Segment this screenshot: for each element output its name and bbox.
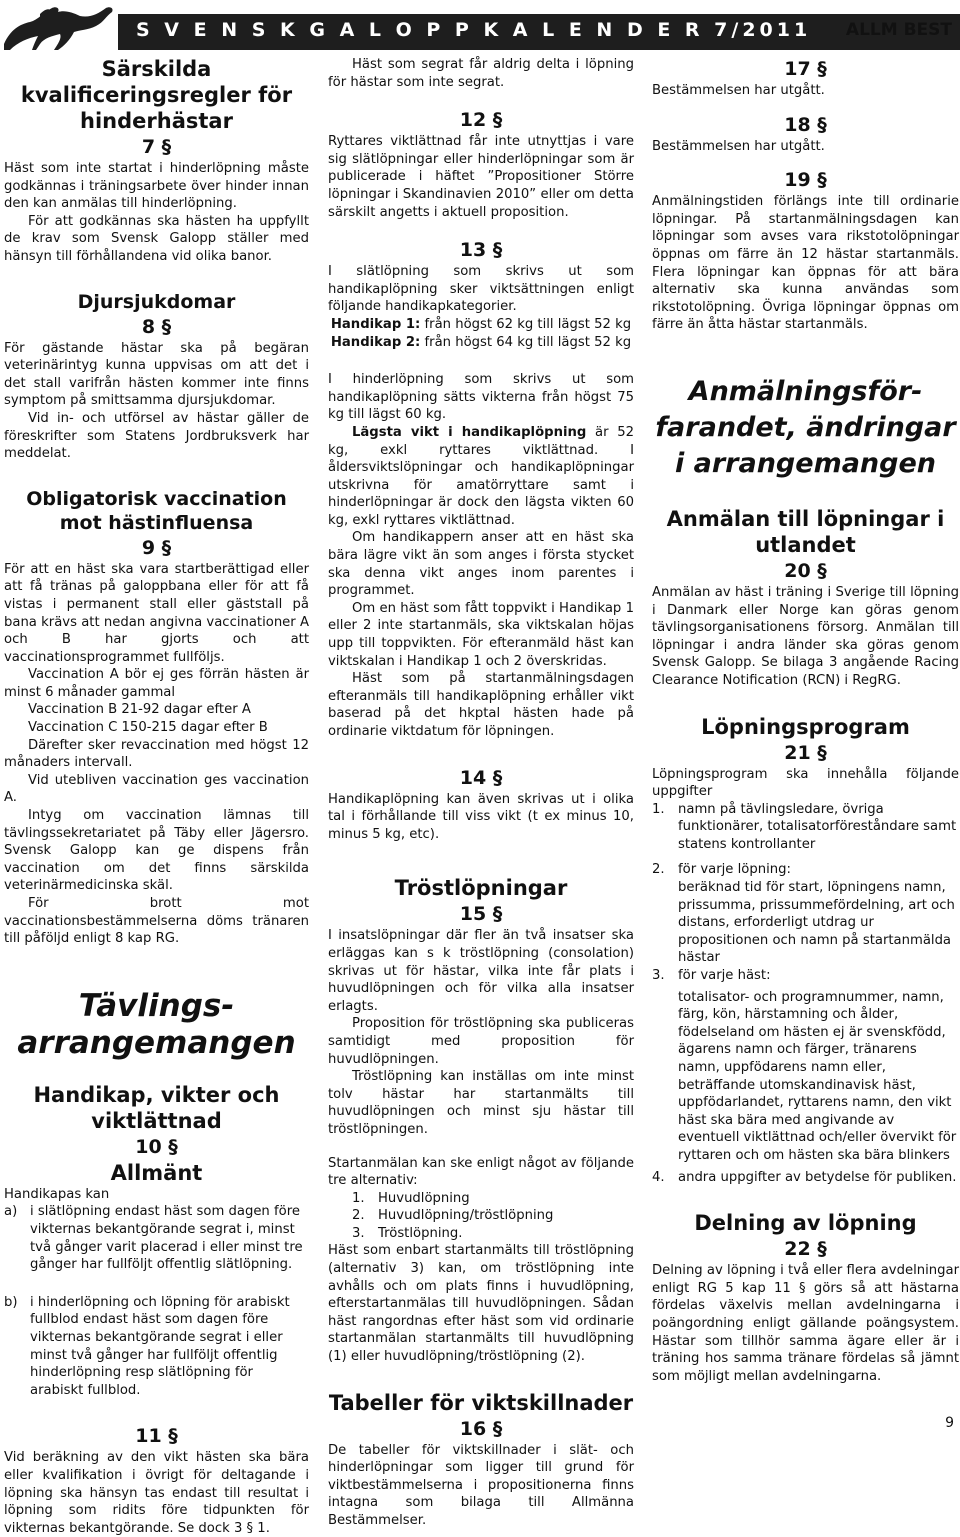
paragraph-15: 15 § <box>459 903 503 926</box>
paragraph-14: 14 § <box>459 766 503 789</box>
paragraph-22: 22 § <box>784 1238 827 1261</box>
text: Tröstlöpning kan inställas om inte minst tolv hästar har startanmälts till huvudlöpningen och minst sju hästar till tröstlöpningen. <box>328 1069 634 1137</box>
column-left <box>4 56 309 1537</box>
text: Bestämmelsen har utgått. <box>652 83 825 98</box>
text: I insatslöpningar där fler än två insatser ska erläggas kan s k tröstlöpning (consolation) skrivas ut för hästar, vilka inte får plats i huvudlöpningen och för vilka alla insatser erlagts. <box>328 928 634 1014</box>
list-item: 1. Huvudlöpning <box>352 1190 470 1206</box>
list-item: totalisator- och programnummer, namn, färg, kön, härstamning och ålder, födelseland om hästen ej är svenskfödd, ägarens namn och färger, tränarens namn, uppfödarens namn eller, beträffande utomskandinavisk häst, uppfödarlandet, ryttarens namn, den vikt häst ska bära med angivande av eventuell viktlättnad och/eller övervikt för ryttaren och om hästen ska bära blinkers <box>678 989 957 1163</box>
handikap-1-line: Handikap 1: från högst 62 kg till lägst 52 kg <box>330 316 632 332</box>
text: Häst som inte startat i hinderlöpning måste godkännas i träningsarbete över hinder innan den kan anmälas till hinderlöpning. <box>4 161 309 212</box>
column-right <box>652 56 959 1385</box>
heading-allmant: Allmänt <box>110 1160 203 1185</box>
paragraph-8: 8 § <box>141 315 172 338</box>
text: För att godkännas ska hästen ha uppfyllt de krav som Svensk Galopp ställer med hänsyn till förhållandena vid olika banor. <box>4 213 309 264</box>
heading-anmalningsforfarandet-3: i arrangemangen <box>674 447 937 479</box>
list-item: 3. Tröstlöpning. <box>352 1225 463 1241</box>
list-item: 2. för varje löpning: <box>652 862 791 878</box>
section-tag: ALLM BEST <box>845 20 952 40</box>
text: Vid beräkning av den vikt hästen ska bära eller kvalifikation i övrigt för deltagande i löpning ska hänsyn tas endast till resultat i löpning som ridits före tidpunkten för vikternas bekantgörande. Se dock 3 § 1. <box>4 1450 309 1536</box>
paragraph-12: 12 § <box>459 109 503 132</box>
text: Lägsta vikt i handikaplöpning är 52 kg, exkl ryttares viktlättnad. I åldersviktslöpningar och handikaplöpningar utskrivna för amatörryttare samt i hinderlöpningar är dock den lägsta vikten 60 kg, exkl ryttares viktlättnad. <box>328 424 634 528</box>
text: Löpningsprogram ska innehålla följande uppgifter <box>652 766 959 800</box>
text: För att en häst ska vara startberättigad eller att få tränas på galoppbana eller för att få vistas i permanent stall eller gäststall på bana krävs att nedan angivna vaccinationer A och B har gjorts och att vaccinationsprogrammet fullföljs. <box>4 561 309 665</box>
text: För gästande hästar ska på begäran veterinärintyg kunna uppvisas om att det i det stall varifrån hästen kommer inte finns symptom på smittsamma djursjukdomar. <box>4 340 309 409</box>
paragraph-16: 16 § <box>459 1417 503 1440</box>
list-item: 2. Huvudlöpning/tröstlöpning <box>352 1208 554 1224</box>
paragraph-17: 17 § <box>784 58 827 80</box>
text: Proposition för tröstlöpning ska publiceras samtidigt med proposition för huvudlöpningen. <box>328 1016 634 1067</box>
text: Handikaplöpning kan även skrivas ut i olika tal i förhållande till viss vikt (t ex minus 10, minus 5 kg, etc). <box>328 791 634 842</box>
text: Bestämmelsen har utgått. <box>652 138 825 154</box>
text: De tabeller för viktskillnader i slät- och hinderlöpningar som ligger till grund för viktbestämmelserna i propositionerna finns intagna som bilaga till Allmänna Bestämmelser. <box>328 1442 634 1528</box>
heading-lopningsprogram: Löpningsprogram <box>701 714 910 739</box>
heading-tabeller: Tabeller för viktskillnader <box>328 1390 634 1415</box>
paragraph-10: 10 § <box>135 1135 178 1158</box>
text: Intyg om vaccination lämnas till tävlingssekretariatet på Täby eller Jägersro. Svensk Galopp kan ge dispens från vaccination om det finns särskilda veterinärmedicinska skäl. <box>4 808 309 894</box>
column-middle <box>328 56 634 1530</box>
text: Ryttares viktlättnad får inte utnyttjas i vare sig slätlöpningar eller hinderlöpningar som är publicerade i häftet ”Propositioner Större löpningar i Skandinavien 2010” eller om detta särskilt angetts i aktuell proposition. <box>328 134 634 220</box>
heading-anmalningsforfarandet-1: Anmälningsför- <box>688 375 923 407</box>
heading-anmalan-utlandet: Anmälan till löpningar i utlandet <box>666 506 945 557</box>
heading-delning: Delning av löpning <box>694 1211 917 1236</box>
text: Handikapas kan <box>4 1186 110 1202</box>
paragraph-21: 21 § <box>784 741 827 764</box>
heading-handikap: Handikap, vikter och viktlättnad <box>33 1082 280 1133</box>
paragraph-9: 9 § <box>141 536 172 559</box>
text: Därefter sker revaccination med högst 12 månaders intervall. <box>4 737 309 771</box>
text: I slätlöpning som skrivs ut som handikaplöpning sker viktsättningen enligt följande handikapkategorier. <box>328 264 634 315</box>
text: Delning av löpning i två eller flera avdelningar enligt RG 5 kap 11 § görs så att hästarna fördelas växelvis mellan avdelningarna i poängordning enligt gällande poängsystem. Hästar som tillhör samma ägare eller är i träning hos samma tränare fördelas så jämnt som möjligt mellan avdelningarna. <box>652 1263 959 1384</box>
page-number: 9 <box>945 1415 954 1431</box>
horse-logo-icon <box>0 0 118 52</box>
publication-title: S V E N S K G A L O P P K A L E N D E R 7/2011 <box>136 19 812 41</box>
text: I hinderlöpning som skrivs ut som handikaplöpning sätts vikterna från högst 75 kg till lägst 60 kg. <box>328 372 634 423</box>
list-item: b) i hinderlöpning och löpning för arabiskt fullblod endast häst som dagen före vikternas bekantgörande segrat i eller minst två gånger har fullföljt offentlig hinderlöpning resp slätlöpning för arabiskt fullblod. <box>4 1294 290 1398</box>
text: Häst som segrat får aldrig delta i löpning för hästar som inte segrat. <box>328 57 634 90</box>
text: Häst som på startanmälningsdagen efteranmäls till handikaplöpning erhåller vikt baserad på det hkptal hästen hade på ordinarie viktdatum för löpningen. <box>328 671 634 739</box>
text: Vid utebliven vaccination ges vaccination A. <box>4 772 309 806</box>
handikap-2-line: Handikap 2: från högst 64 kg till lägst 52 kg <box>330 334 632 350</box>
heading-kvalificering: Särskilda kvalificeringsregler för hinderhästar <box>20 57 293 133</box>
list-item: a) i slätlöpning endast häst som dagen före vikternas bekantgörande segrat i, minst två gånger varit placerad i eller minst tre gånger har fullföljt offentlig slätlöpning. <box>4 1204 303 1273</box>
list-item: beräknad tid för start, löpningens namn, prissumma, prissummefördelning, art och distans, erforderligt utdrag ur propositionen och namn på startanmälda hästar <box>678 880 955 966</box>
text: Startanmälan kan ske enligt något av följande tre alternativ: <box>328 1155 634 1189</box>
list-item: 1. namn på tävlingsledare, övriga funktionärer, totalisatorföreståndare samt statens kontrollanter <box>652 801 957 852</box>
list-item: 4. andra uppgifter av betydelse för publiken. <box>652 1169 957 1185</box>
paragraph-13: 13 § <box>459 239 503 262</box>
heading-vaccination: Obligatorisk vaccination mot hästinfluensa <box>26 487 287 534</box>
text: Om handikappern anser att en häst ska bära lägre vikt än som anges i första stycket ska denna vikt anges inom parentes i programmet. <box>328 530 634 599</box>
page-header <box>0 0 960 52</box>
heading-troslopningar: Tröstlöpningar <box>394 876 568 901</box>
text: Vaccination B 21-92 dagar efter A <box>28 702 251 718</box>
text: Vaccination A bör ej ges förrän hästen är minst 6 månader gammal <box>4 667 309 700</box>
header-banner <box>118 14 960 50</box>
heading-djursjukdomar: Djursjukdomar <box>77 290 236 313</box>
heading-tavlingsarrangemangen-2: arrangemangen <box>17 1024 296 1061</box>
text: Vid in- och utförsel av hästar gäller de föreskrifter som Statens Jordbruksverk har meddelat. <box>4 410 309 462</box>
paragraph-20: 20 § <box>784 559 827 582</box>
list-item: 3. för varje häst: <box>652 968 771 984</box>
text: Anmälningstiden förlängs inte till ordinarie löpningar. På startanmälningsdagen kan löpningar som avses vara rikstotolöpningar öppnas om färre än 12 hästar startanmäls. Flera löpningar kan öppnas för att bära alternativ ska kunna användas som rikstotolöpning. Övriga löpningar öppnas om färre än åtta hästar startanmäls. <box>652 194 959 333</box>
text: Häst som enbart startanmälts till tröstlöpning (alternativ 3) kan, om tröstlöpning inte avhålls och om plats finns i huvudlöpning, efterstartanmälas till huvudlöpningen. Sådan häst rangordnas efter häst som vid ordinarie startanmälan startanmälts till huvudlöpning (1) eller huvudlöpning/tröstlöpning (2). <box>328 1243 634 1365</box>
paragraph-19: 19 § <box>784 169 827 192</box>
text: Om en häst som fått toppvikt i Handikap 1 eller 2 inte startanmäls, ska viktskalan höjas upp till toppvikten. För efteranmäld häst kan viktskalan i Handikap 1 och 2 överskridas. <box>328 600 634 669</box>
text: För brott mot vaccinationsbestämmelserna döms tränaren till påföljd enligt 8 kap RG. <box>4 896 309 947</box>
paragraph-7: 7 § <box>141 136 172 158</box>
text: Vaccination C 150-215 dagar efter B <box>28 720 268 736</box>
text: Anmälan av häst i träning i Sverige till löpning i Danmark eller Norge kan göras genom tävlingsorganisationens försorg. Anmälan till löpningar i andra länder ska göras genom Svensk Galopp. Se bilaga 3 angående Racing Clearance Notification (RCN) i RegRG. <box>652 584 959 688</box>
paragraph-18: 18 § <box>784 113 827 136</box>
heading-tavlingsarrangemangen-1: Tävlings- <box>78 987 235 1024</box>
heading-anmalningsforfarandet-2: farandet, ändringar <box>655 411 956 443</box>
paragraph-11: 11 § <box>135 1425 178 1448</box>
